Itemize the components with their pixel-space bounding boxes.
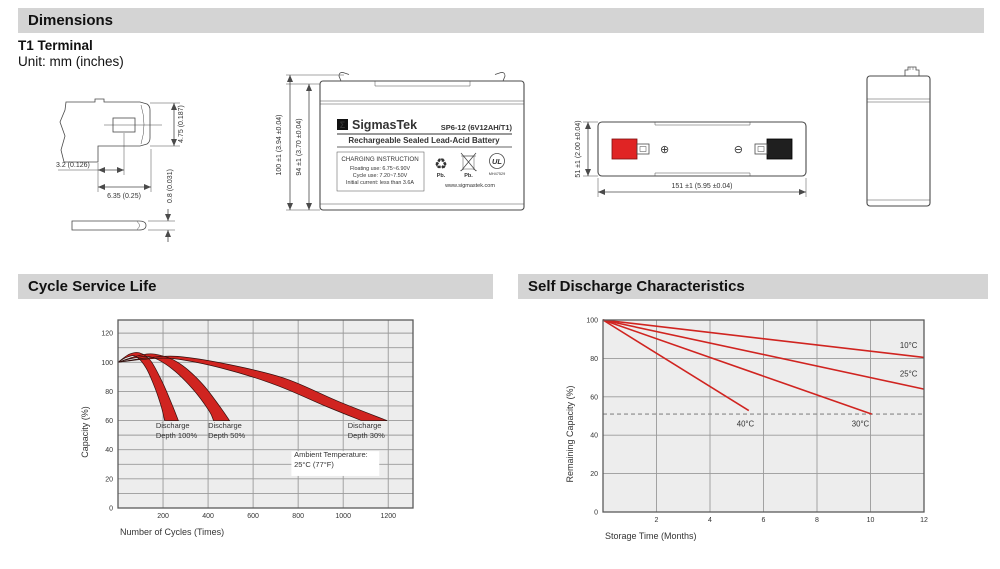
x-tick-label: 200 xyxy=(157,513,169,520)
negative-terminal-black xyxy=(767,139,792,159)
x-tick-label: 2 xyxy=(654,517,659,524)
annotation-text: Depth 30% xyxy=(347,430,385,440)
series-label: 40°C xyxy=(736,419,755,429)
y-tick-label: 100 xyxy=(101,359,113,367)
x-tick-label: 1200 xyxy=(380,513,397,520)
polarity-positive-symbol: ⊕ xyxy=(660,144,670,156)
annotation-text: Discharge xyxy=(208,420,242,430)
x-tick-label: 600 xyxy=(247,513,259,520)
annotation-text: Discharge xyxy=(347,420,382,430)
y-tick-label: 0 xyxy=(594,509,598,517)
x-tick-label: 12 xyxy=(920,517,928,524)
series-label: 25°C xyxy=(899,369,918,379)
cycle-service-life-chart xyxy=(60,305,460,555)
pb-recycle-icon: ♻ xyxy=(434,156,448,173)
x-tick-label: 800 xyxy=(292,513,304,520)
annotation-text: Depth 50% xyxy=(208,430,246,440)
battery-end-view xyxy=(867,67,930,206)
charging-line-float: Floating use: 6.75~6.90V xyxy=(349,166,411,172)
annotation-text: 25°C (77°F) xyxy=(294,459,334,469)
brand-name: SigmasTek xyxy=(352,118,418,132)
y-tick-label: 40 xyxy=(590,432,598,440)
brand-logo-glyph: Σ xyxy=(339,119,346,130)
x-tick-label: 8 xyxy=(815,517,819,524)
terminal-type-heading: T1 Terminal xyxy=(18,38,93,53)
charging-line-initial: Initial current: less than 3.6A xyxy=(345,180,415,186)
y-tick-label: 20 xyxy=(590,471,598,479)
annotation-text: Ambient Temperature: xyxy=(294,449,368,459)
series-label: 30°C xyxy=(851,419,870,429)
y-tick-label: 80 xyxy=(105,388,113,396)
unit-note: Unit: mm (inches) xyxy=(18,54,124,69)
dimension-label: 4.75 (0.187) xyxy=(178,105,185,143)
y-axis-title: Capacity (%) xyxy=(80,406,90,458)
annotation-text: Depth 100% xyxy=(155,430,198,440)
section-header-self-discharge: Self Discharge Characteristics xyxy=(518,274,988,299)
x-tick-label: 10 xyxy=(866,517,875,524)
y-tick-label: 120 xyxy=(101,330,113,338)
annotation-text: Discharge xyxy=(155,420,190,430)
y-tick-label: 60 xyxy=(105,418,113,426)
y-tick-label: 0 xyxy=(109,505,113,513)
x-axis-title: Number of Cycles (Times) xyxy=(120,527,225,537)
dimension-label: 0.8 (0.031) xyxy=(167,169,174,203)
positive-terminal-red xyxy=(612,139,637,159)
y-axis-title: Remaining Capacity (%) xyxy=(565,385,575,483)
charging-instruction-title: CHARGING INSTRUCTION xyxy=(341,156,419,163)
x-tick-label: 1000 xyxy=(335,513,351,520)
dimension-drawings xyxy=(0,0,1000,270)
model-number: SP6-12 (6V12AH/T1) xyxy=(440,123,512,132)
battery-type-line: Rechargeable Sealed Lead-Acid Battery xyxy=(348,136,500,145)
y-tick-label: 20 xyxy=(105,476,113,484)
battery-top-view xyxy=(575,120,806,197)
ul-file-number: MH47529 xyxy=(488,172,506,176)
x-tick-label: 6 xyxy=(761,517,766,524)
terminal-profile-drawing xyxy=(56,99,185,242)
dimension-label: 6.35 (0.25) xyxy=(107,193,141,200)
self-discharge-chart xyxy=(545,305,970,555)
y-tick-label: 40 xyxy=(105,447,113,455)
dimension-label: 94 ±1 (3.70 ±0.04) xyxy=(296,118,303,176)
x-tick-label: 400 xyxy=(202,513,214,520)
x-axis-title: Storage Time (Months) xyxy=(605,531,697,541)
website-text: www.sigmastek.com xyxy=(445,183,495,189)
dimension-label: 151 ±1 (5.95 ±0.04) xyxy=(671,183,733,190)
pb-bin-caption: Pb. xyxy=(464,173,473,179)
battery-front-view xyxy=(276,72,524,210)
dimension-label: 3.2 (0.126) xyxy=(56,162,90,169)
charging-line-cycle: Cycle use: 7.20~7.50V xyxy=(352,173,408,179)
series-label: 10°C xyxy=(899,340,918,350)
y-tick-label: 80 xyxy=(590,355,598,363)
y-tick-label: 100 xyxy=(586,317,598,325)
section-header-cycle-service-life: Cycle Service Life xyxy=(18,274,493,299)
pb-recycle-caption: Pb. xyxy=(436,173,446,179)
polarity-negative-symbol: ⊖ xyxy=(733,144,743,156)
svg-text:UL: UL xyxy=(492,157,502,166)
dimension-label: 100 ±1 (3.94 ±0.04) xyxy=(276,114,283,176)
section-header-dimensions: Dimensions xyxy=(18,8,984,33)
dimension-label: 51 ±1 (2.00 ±0.04) xyxy=(575,120,582,178)
x-tick-label: 4 xyxy=(708,517,712,524)
y-tick-label: 60 xyxy=(590,394,598,402)
